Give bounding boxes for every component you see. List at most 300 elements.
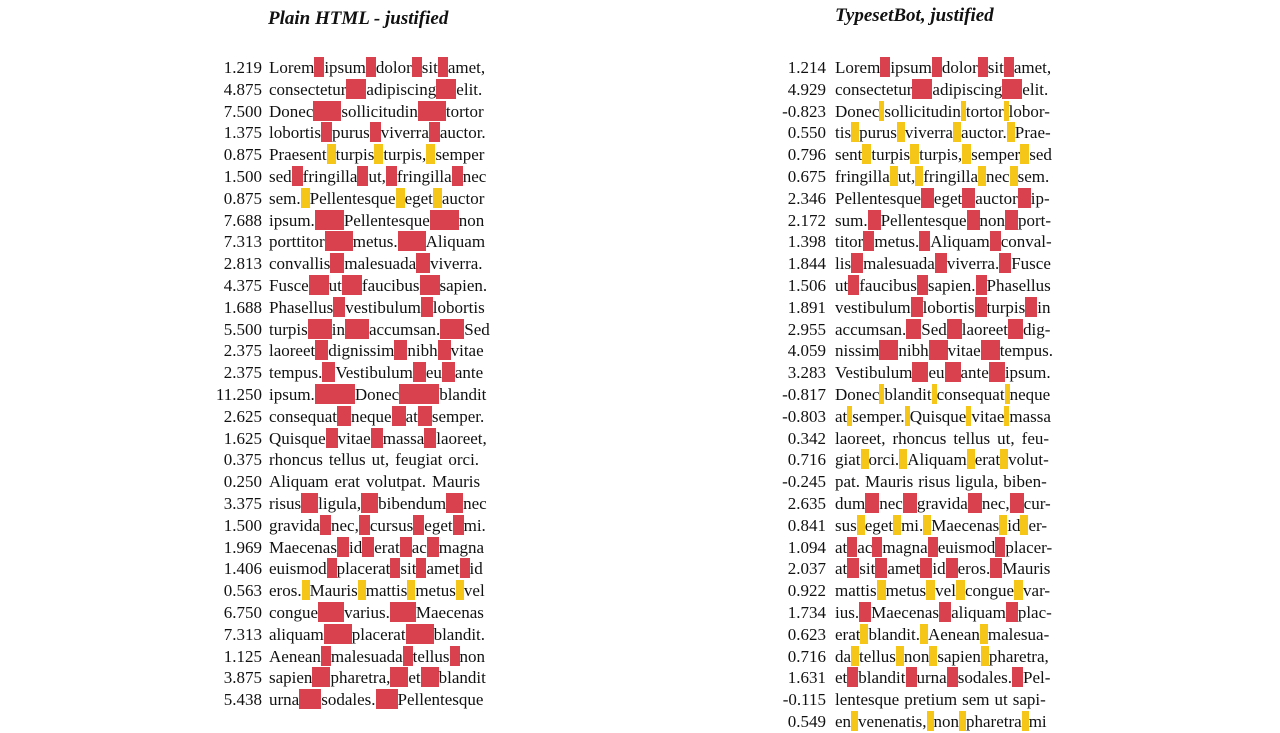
line-ratio: 4.375: [223, 275, 262, 295]
word: laoreet,: [835, 428, 886, 448]
space-marker: [416, 253, 430, 273]
line-text: [835, 449, 1049, 471]
text-line: [640, 602, 1280, 624]
space-marker: [896, 646, 904, 666]
space-marker: [890, 166, 898, 186]
word: bibendum: [378, 493, 447, 513]
text-line: [0, 188, 640, 210]
word: cur-: [1023, 493, 1051, 513]
space-marker: [362, 537, 374, 557]
word: adipiscing: [366, 79, 437, 99]
space-marker: [390, 558, 400, 578]
text-line: [0, 231, 640, 253]
word: Praesent: [269, 145, 327, 165]
text-line: [640, 188, 1280, 210]
line-text: [269, 210, 484, 232]
word: convallis: [269, 254, 331, 274]
word: sit: [987, 58, 1004, 77]
word: lobortis: [922, 297, 975, 317]
space-marker: [315, 340, 328, 360]
space-marker: [1020, 144, 1029, 164]
text-line: [0, 144, 640, 166]
word: sit: [400, 559, 417, 579]
text-line: [0, 602, 640, 624]
word: Fusce: [269, 275, 309, 295]
text-line: [0, 406, 640, 428]
text-line: [0, 122, 640, 144]
space-marker: [320, 515, 331, 535]
word: Pellentesque: [309, 188, 396, 208]
word: eget: [404, 188, 433, 208]
word: consectetur: [269, 79, 347, 99]
space-marker: [327, 558, 337, 578]
text-line: [0, 319, 640, 341]
word: in: [1037, 297, 1051, 317]
word: sapien: [937, 646, 981, 666]
word: risus: [918, 472, 951, 492]
space-marker: [313, 101, 341, 121]
word: et: [408, 668, 421, 688]
word: dignissim: [328, 341, 395, 361]
text-line: [0, 57, 640, 79]
line-text: [835, 340, 1053, 362]
space-marker: [337, 406, 351, 426]
line-text: [269, 471, 480, 493]
space-marker: [321, 122, 332, 142]
word: Maecenas: [269, 537, 337, 557]
text-line: [640, 362, 1280, 384]
text-line: [0, 689, 640, 711]
line-text: [835, 188, 1050, 210]
word: id: [469, 559, 483, 579]
text-line: [0, 297, 640, 319]
line-ratio: 1.734: [787, 602, 826, 622]
word: metus.: [874, 232, 920, 252]
line-ratio: 7.500: [223, 101, 262, 121]
word: dolor: [375, 58, 412, 77]
space-marker: [429, 122, 440, 142]
word: auctor.: [439, 123, 486, 143]
text-line: [640, 449, 1280, 471]
word: sodales.: [321, 690, 376, 710]
space-marker: [358, 580, 366, 600]
word: fringilla: [396, 166, 452, 186]
space-marker: [886, 428, 893, 448]
space-marker: [989, 362, 1005, 382]
text-line: [0, 537, 640, 559]
line-ratio: -0.823: [782, 101, 826, 121]
space-marker: [990, 231, 1001, 251]
word: sollicitudin: [884, 101, 961, 121]
word: auctor: [975, 188, 1018, 208]
space-marker: [416, 558, 426, 578]
word: vitae: [947, 341, 981, 361]
word: eget: [424, 515, 453, 535]
word: metus.: [352, 232, 398, 252]
space-marker: [967, 210, 980, 230]
word: eget: [933, 188, 963, 208]
text-line: [640, 231, 1280, 253]
space-marker: [460, 558, 470, 578]
line-text: [269, 602, 484, 624]
word: ipsum: [890, 58, 932, 77]
space-marker: [956, 580, 965, 600]
text-line: [640, 210, 1280, 232]
text-line: [0, 253, 640, 275]
line-text: [269, 515, 486, 537]
space-marker: [392, 406, 406, 426]
word: amet: [426, 559, 460, 579]
word: vestibulum: [835, 297, 911, 317]
space-marker: [421, 297, 433, 317]
space-marker: [1025, 297, 1037, 317]
word: viverra.: [430, 254, 483, 274]
line-ratio: 4.059: [787, 341, 826, 361]
line-text: [269, 122, 486, 144]
word: ipsum.: [269, 210, 315, 230]
line-text: [269, 275, 487, 297]
space-marker: [1000, 449, 1008, 469]
word: Lorem: [269, 58, 315, 77]
word: sapien: [269, 668, 313, 688]
space-marker: [847, 558, 859, 578]
line-list: [640, 57, 1280, 733]
line-ratio: -0.803: [782, 406, 826, 426]
word: placerat: [336, 559, 391, 579]
line-ratio: 5.500: [223, 319, 262, 339]
space-marker: [424, 428, 436, 448]
space-marker: [1015, 428, 1022, 448]
word: cursus: [369, 515, 414, 535]
word: gravida: [916, 493, 968, 513]
word: non: [979, 210, 1006, 230]
text-line: [0, 471, 640, 493]
space-marker: [975, 297, 987, 317]
line-ratio: 7.313: [223, 232, 262, 252]
word: ut: [835, 275, 849, 295]
line-ratio: 1.094: [787, 537, 826, 557]
line-ratio: 1.631: [787, 668, 826, 688]
word: non: [933, 711, 959, 731]
space-marker: [872, 537, 882, 557]
word: Aenean: [927, 624, 980, 644]
space-marker: [452, 166, 463, 186]
line-ratio: 1.500: [223, 515, 262, 535]
word: Mauris: [1002, 559, 1051, 579]
space-marker: [413, 515, 424, 535]
word: nec: [986, 166, 1010, 186]
text-line: [640, 711, 1280, 733]
line-text: [269, 646, 485, 668]
text-line: [640, 166, 1280, 188]
space-marker: [868, 210, 881, 230]
line-ratio: 2.625: [223, 406, 262, 426]
word: Vestibulum: [835, 363, 913, 383]
word: euismod: [269, 559, 327, 579]
word: vitae: [337, 428, 371, 448]
space-marker: [851, 253, 863, 273]
space-marker: [330, 253, 344, 273]
word: nibh: [407, 341, 438, 361]
word: laoreet: [269, 341, 316, 361]
line-ratio: 0.922: [787, 581, 826, 601]
space-marker: [990, 428, 997, 448]
line-text: [835, 515, 1047, 537]
space-marker: [308, 319, 332, 339]
space-marker: [301, 188, 310, 208]
space-marker: [394, 340, 407, 360]
word: Quisque: [269, 428, 326, 448]
line-text: [835, 79, 1048, 101]
word: Lorem: [835, 58, 881, 77]
word: feu-: [1021, 428, 1050, 448]
word: fringilla: [923, 166, 979, 186]
line-ratio: 2.346: [787, 188, 826, 208]
space-marker: [962, 188, 975, 208]
line-text: [269, 188, 484, 210]
line-text: [269, 624, 485, 646]
word: aliquam: [269, 624, 324, 644]
space-marker: [851, 646, 859, 666]
space-marker: [946, 558, 958, 578]
line-ratio: 0.549: [787, 711, 826, 731]
word: consequat: [269, 406, 337, 426]
word: accumsan.: [368, 319, 441, 339]
line-ratio: 1.844: [787, 254, 826, 274]
space-marker: [1022, 711, 1029, 731]
text-line: [640, 57, 1280, 79]
space-marker: [962, 144, 971, 164]
text-line: [640, 384, 1280, 406]
word: sapi-: [1012, 690, 1046, 710]
line-text: [835, 406, 1051, 428]
word: pretium: [904, 690, 958, 710]
space-marker: [893, 515, 901, 535]
line-ratio: 0.875: [223, 145, 262, 165]
text-line: [0, 580, 640, 602]
word: nec: [463, 493, 487, 513]
text-line: [640, 624, 1280, 646]
space-marker: [1014, 580, 1023, 600]
word: lobor-: [1008, 101, 1050, 121]
word: Quisque: [909, 406, 967, 426]
word: tempus.: [999, 341, 1054, 361]
word: magna: [882, 537, 928, 557]
word: tellus: [953, 428, 991, 448]
space-marker: [947, 667, 958, 687]
space-marker: [314, 57, 324, 77]
word: Donec: [835, 384, 880, 404]
text-line: [640, 101, 1280, 123]
line-ratio: 2.813: [223, 254, 262, 274]
word: laoreet,: [436, 428, 487, 448]
space-marker: [333, 297, 345, 317]
text-line: [640, 667, 1280, 689]
line-ratio: 1.398: [787, 232, 826, 252]
text-line: [640, 580, 1280, 602]
line-text: [269, 558, 483, 580]
word: semper.: [852, 406, 905, 426]
line-text: [269, 362, 483, 384]
space-marker: [453, 515, 464, 535]
word: Fusce: [1011, 254, 1051, 274]
space-marker: [859, 602, 871, 622]
word: consequat: [936, 384, 1005, 404]
text-line: [640, 340, 1280, 362]
word: placer-: [1005, 537, 1053, 557]
space-marker: [450, 646, 460, 666]
word: accumsan.: [835, 319, 907, 339]
word: blandit.: [868, 624, 920, 644]
word: en: [835, 711, 852, 731]
space-marker: [920, 624, 928, 644]
line-text: [835, 667, 1050, 689]
line-ratio: 2.375: [223, 341, 262, 361]
line-text: [835, 384, 1050, 406]
space-marker: [345, 319, 369, 339]
line-text: [269, 340, 484, 362]
word: sent: [835, 145, 863, 165]
space-marker: [324, 624, 352, 644]
space-marker: [370, 122, 381, 142]
word: Aliquam: [269, 472, 329, 492]
text-line: [0, 362, 640, 384]
space-marker: [953, 122, 961, 142]
space-marker: [299, 689, 321, 709]
line-ratio: 1.375: [223, 123, 262, 143]
space-marker: [860, 624, 868, 644]
word: ante: [960, 363, 989, 383]
space-marker: [932, 57, 942, 77]
line-ratio: 4.875: [223, 79, 262, 99]
word: blandit: [438, 668, 486, 688]
word: rhoncus: [269, 450, 323, 470]
space-marker: [865, 493, 879, 513]
word: volut-: [1008, 450, 1049, 470]
space-marker: [927, 711, 934, 731]
line-text: [269, 144, 484, 166]
word: faucibus: [859, 275, 917, 295]
text-line: [0, 79, 640, 101]
word: urna: [916, 668, 947, 688]
line-ratio: 1.969: [223, 537, 262, 557]
word: Phasellus: [986, 275, 1051, 295]
word: ut,: [997, 428, 1015, 448]
line-text: [269, 57, 485, 79]
text-line: [0, 624, 640, 646]
text-line: [640, 493, 1280, 515]
word: turpis: [335, 145, 375, 165]
word: ac: [857, 537, 873, 557]
space-marker: [386, 166, 397, 186]
line-ratio: 1.625: [223, 428, 262, 448]
word: tempus.: [269, 363, 323, 383]
line-text: [835, 231, 1052, 253]
word: varius.: [344, 602, 390, 622]
word: erat: [974, 450, 1001, 470]
text-line: [640, 471, 1280, 493]
line-ratio: 0.716: [787, 646, 826, 666]
line-text: [269, 166, 486, 188]
word: Prae-: [1014, 123, 1051, 143]
word: Donec: [269, 101, 314, 121]
line-ratio: 0.550: [787, 123, 826, 143]
word: at: [405, 406, 418, 426]
space-marker: [412, 57, 422, 77]
space-marker: [440, 319, 464, 339]
space-marker: [906, 319, 921, 339]
word: er-: [1028, 515, 1047, 535]
space-marker: [301, 493, 318, 513]
text-line: [640, 253, 1280, 275]
line-text: [269, 537, 484, 559]
word: risus: [269, 493, 302, 513]
line-ratio: -0.817: [782, 384, 826, 404]
line-text: [835, 689, 1046, 711]
space-marker: [912, 362, 928, 382]
line-ratio: 3.875: [223, 668, 262, 688]
word: at: [835, 406, 848, 426]
word: eu: [425, 363, 442, 383]
line-text: [835, 210, 1051, 232]
line-ratio: 5.438: [223, 690, 262, 710]
space-marker: [418, 406, 432, 426]
line-text: [269, 689, 483, 711]
space-marker: [1018, 188, 1031, 208]
line-ratio: 0.675: [787, 166, 826, 186]
line-ratio: 1.219: [223, 58, 262, 77]
word: malesua-: [987, 624, 1050, 644]
line-ratio: 2.635: [787, 493, 826, 513]
space-marker: [999, 515, 1007, 535]
word: aliquam: [951, 602, 1006, 622]
word: at: [835, 537, 848, 557]
line-ratio: 2.172: [787, 210, 826, 230]
word: lis: [835, 254, 852, 274]
word: Aliquam: [930, 232, 990, 252]
word: tis: [835, 123, 852, 143]
word: massa: [1009, 406, 1051, 426]
space-marker: [946, 428, 953, 448]
word: Vestibulum: [335, 363, 413, 383]
space-marker: [861, 449, 869, 469]
space-marker: [981, 340, 1000, 360]
line-text: [835, 144, 1052, 166]
word: biben-: [1003, 472, 1047, 492]
word: vitae: [971, 406, 1005, 426]
space-marker: [1012, 667, 1023, 687]
space-marker: [959, 711, 966, 731]
word: feugiat: [395, 450, 443, 470]
word: sed: [269, 166, 292, 186]
word: turpis: [269, 319, 308, 339]
text-line: [0, 493, 640, 515]
space-marker: [879, 340, 898, 360]
word: sapien.: [439, 275, 488, 295]
text-line: [0, 275, 640, 297]
word: tortor: [965, 101, 1004, 121]
word: ligula,: [318, 493, 362, 513]
line-ratio: 0.623: [787, 624, 826, 644]
line-ratio: 1.506: [787, 275, 826, 295]
space-marker: [398, 231, 426, 251]
line-ratio: 6.750: [223, 602, 262, 622]
space-marker: [980, 624, 988, 644]
line-text: [269, 449, 479, 471]
space-marker: [1010, 493, 1024, 513]
text-line: [640, 275, 1280, 297]
space-marker: [981, 646, 989, 666]
